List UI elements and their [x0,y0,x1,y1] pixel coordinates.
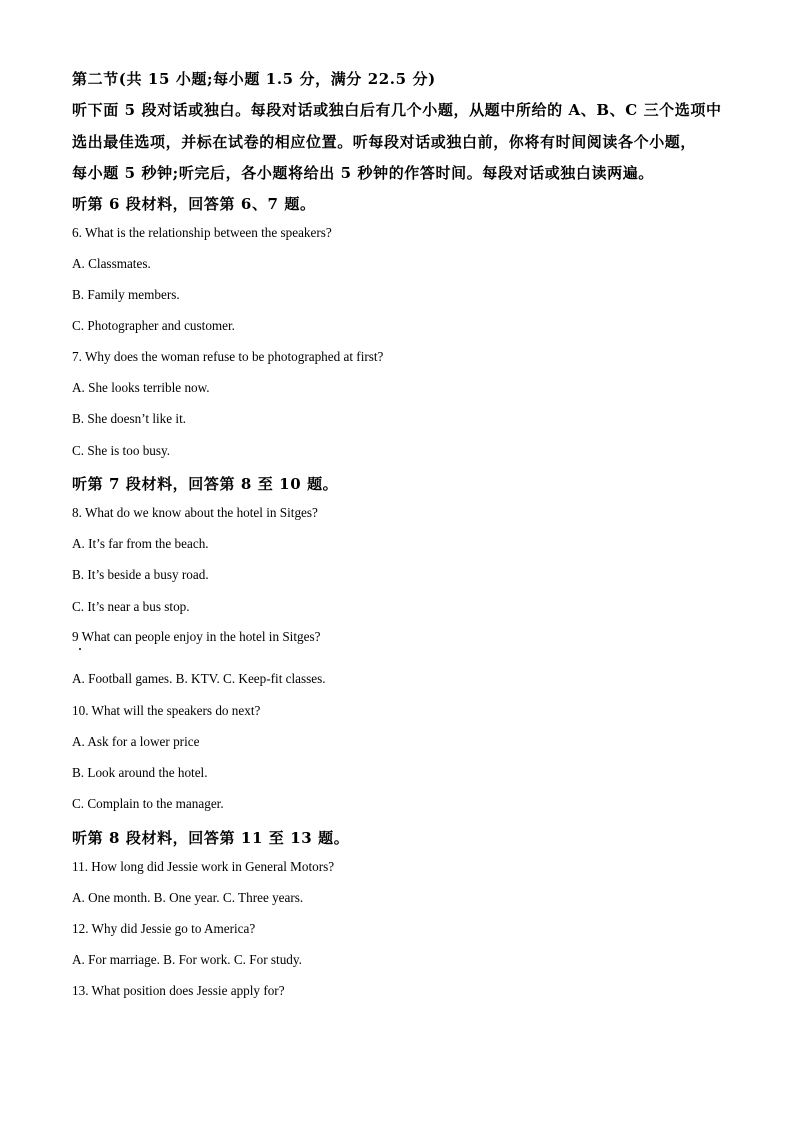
section-heading: 第二节(共 15 小题;每小题 1.5 分，满分 22.5 分) [72,70,436,88]
option-text: A. Ask for a lower price [72,734,200,749]
instruction-line: 听下面 5 段对话或独白。每段对话或独白后有几个小题，从题中所给的 A、B、C 三个选项中 [72,101,722,119]
instruction-line: 选出最佳选项，并标在试卷的相应位置。听每段对话或独白前，你将有时间阅读各个小题， [72,133,697,151]
option-text: C. Photographer and customer. [72,318,235,333]
option-text: A. One month. B. One year. C. Three years. [72,890,304,905]
question-text: 6. What is the relationship between the speakers? [72,225,332,240]
option-text: A. Football games. B. KTV. C. Keep-fit classes. [72,671,326,686]
question-text: 8. What do we know about the hotel in Sitges? [72,505,318,520]
option-text: C. Complain to the manager. [72,796,224,811]
option-text: A. She looks terrible now. [72,380,210,395]
option-text: A. It’s far from the beach. [72,536,209,551]
option-text: C. It’s near a bus stop. [72,599,190,614]
option-text: B. Family members. [72,287,180,302]
question-text: 10. What will the speakers do next? [72,703,261,718]
question-text: 13. What position does Jessie apply for? [72,983,285,998]
option-text: B. She doesn’t like it. [72,411,187,426]
group-header: 听第 7 段材料，回答第 8 至 10 题。 [72,475,339,493]
question-text: 7. Why does the woman refuse to be photographed at first? [72,349,384,364]
instruction-line: 每小题 5 秒钟;听完后，各小题将给出 5 秒钟的作答时间。每段对话或独白读两遍。 [72,164,654,182]
group-header: 听第 8 段材料，回答第 11 至 13 题。 [72,829,350,847]
question-text: 12. Why did Jessie go to America? [72,921,256,936]
option-text: A. Classmates. [72,256,151,271]
stray-mark [79,648,81,650]
option-text: C. She is too busy. [72,443,171,458]
question-text: 9 What can people enjoy in the hotel in Sitges? [72,629,321,644]
option-text: B. Look around the hotel. [72,765,208,780]
option-text: B. It’s beside a busy road. [72,567,209,582]
option-text: A. For marriage. B. For work. C. For study. [72,952,302,967]
group-header: 听第 6 段材料，回答第 6、7 题。 [72,195,316,213]
question-text: 11. How long did Jessie work in General Motors? [72,859,335,874]
